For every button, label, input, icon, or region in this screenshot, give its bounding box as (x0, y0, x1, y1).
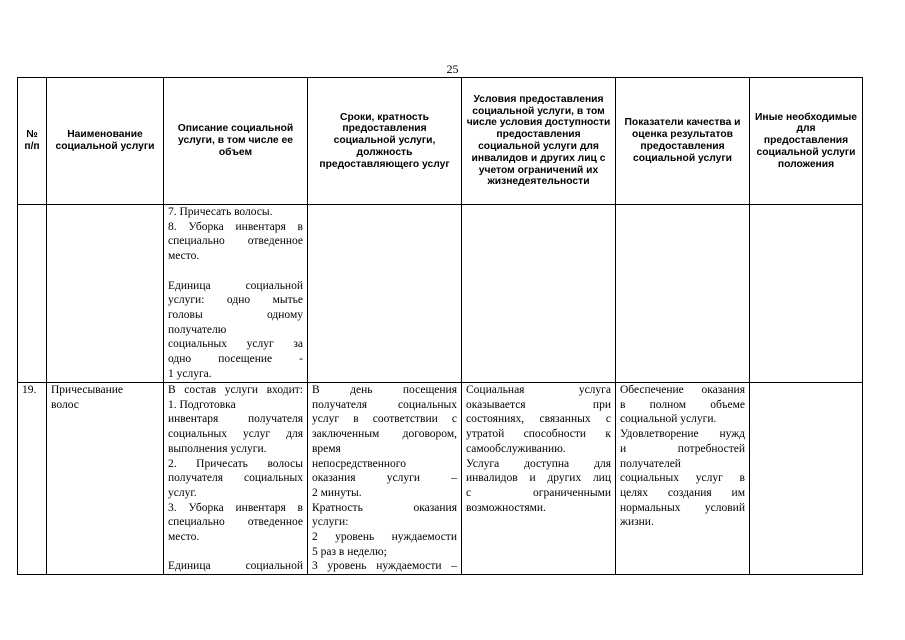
text-line: 3. Уборка инвентаря в (168, 501, 303, 514)
text-line: волос (51, 398, 79, 411)
text-line: утратой способности к (466, 428, 611, 441)
cell-service-name (47, 383, 164, 575)
cell-other (750, 383, 863, 575)
cell-quality (616, 383, 750, 575)
text-line: непосредственного (312, 457, 406, 470)
text-line: 7. Причесать волосы. (168, 206, 273, 218)
text-line: время (312, 442, 341, 455)
cell-description (164, 205, 308, 383)
text-line: заключенным договором, (312, 428, 457, 441)
text-line: услуг в соответствии с (312, 413, 457, 426)
cell-number: 19. (18, 383, 47, 575)
text-line: с ограниченными (466, 486, 611, 499)
blank-line (168, 264, 303, 279)
text-line: Услуга доступна для (466, 457, 611, 470)
text-line: услуг. (168, 486, 197, 499)
text-line: специально отведенное (168, 235, 303, 248)
text-line: специально отведенное (168, 516, 303, 529)
text-line: В день посещения (312, 384, 457, 396)
text-line: состояниях, связанных с (466, 413, 611, 426)
header-service-name: Наименование социальной услуги (47, 78, 164, 205)
text-line: самообслуживанию. (466, 442, 566, 455)
text-line: социальной услуги. (620, 413, 717, 426)
text-line: и потребностей (620, 442, 745, 455)
cell-quality (616, 205, 750, 383)
text-line: 3 уровень нуждаемости – (312, 560, 457, 573)
text-line: социальных услуг в (620, 472, 745, 485)
header-number: № п/п (18, 78, 47, 205)
text-line: социальных услуг за (168, 338, 303, 351)
cell-number (18, 205, 47, 383)
header-other: Иные необходимые для предоставления социальной услуги положения (750, 78, 863, 205)
text-line: Удовлетворение нужд (620, 428, 745, 441)
text-line: оказания услуги – (312, 472, 457, 485)
text-line: жизни. (620, 516, 654, 529)
header-quality: Показатели качества и оценка результатов предоставления социальной услуги (616, 78, 750, 205)
table-header-row (18, 78, 863, 205)
text-line: В состав услуги входит: (168, 384, 303, 396)
services-table (17, 77, 863, 575)
header-description: Описание социальной услуги, в том числе ее объем (164, 78, 308, 205)
text-line: 5 раз в неделю; (312, 545, 387, 558)
text-line: услуги: (312, 516, 349, 529)
cell-service-name (47, 205, 164, 383)
text-line: Единица социальной (168, 279, 303, 292)
text-line: получателя социальных (312, 398, 457, 411)
text-line: инвентаря получателя (168, 413, 303, 426)
text-line: возможностями. (466, 501, 546, 514)
text-line: услуги: одно мытье (168, 294, 303, 307)
text-line: место. (168, 250, 200, 263)
header-terms: Сроки, кратность предоставления социальной услуги, должность предоставляющего услуг (308, 78, 462, 205)
table-row-19 (18, 383, 863, 575)
text-line: 2. Причесать волосы (168, 457, 303, 470)
text-line: получателя социальных (168, 472, 303, 485)
text-line: 1. Подготовка (168, 398, 236, 411)
text-line: 1 услуга. (168, 367, 212, 380)
text-line: социальных услуг для (168, 428, 303, 441)
text-line: получателю (168, 323, 227, 336)
text-line: выполнения услуги. (168, 442, 267, 455)
text-line: инвалидов и других лиц (466, 472, 611, 485)
cell-conditions (462, 205, 616, 383)
text-line: место. (168, 531, 200, 544)
text-line: 2 уровень нуждаемости (312, 531, 457, 544)
text-line: целях создания им (620, 486, 745, 499)
text-line: нормальных условий (620, 501, 745, 514)
text-line: 2 минуты. (312, 486, 362, 499)
blank-line (168, 545, 303, 560)
cell-description (164, 383, 308, 575)
cell-other (750, 205, 863, 383)
text-line: Обеспечение оказания (620, 384, 745, 396)
cell-terms (308, 205, 462, 383)
text-line: получателей (620, 457, 681, 470)
text-line: Причесывание (51, 384, 124, 396)
page-number: 25 (446, 62, 459, 76)
header-conditions: Условия предоставления социальной услуги, в том числе условия доступности предоставления социальной услуги для инвалидов и других лиц с учетом ограничений их жизнедеятельности (462, 78, 616, 205)
text-line: оказывается при (466, 398, 611, 411)
text-line: Кратность оказания (312, 501, 457, 514)
text-line: головы одному (168, 308, 303, 321)
text-line: Единица социальной (168, 560, 303, 573)
text-line: 8. Уборка инвентаря в (168, 220, 303, 233)
text-line: Социальная услуга (466, 384, 611, 396)
cell-conditions (462, 383, 616, 575)
text-line: одно посещение - (168, 353, 303, 366)
table-row-continued (18, 205, 863, 383)
text-line: в полном объеме (620, 398, 745, 411)
cell-terms (308, 383, 462, 575)
